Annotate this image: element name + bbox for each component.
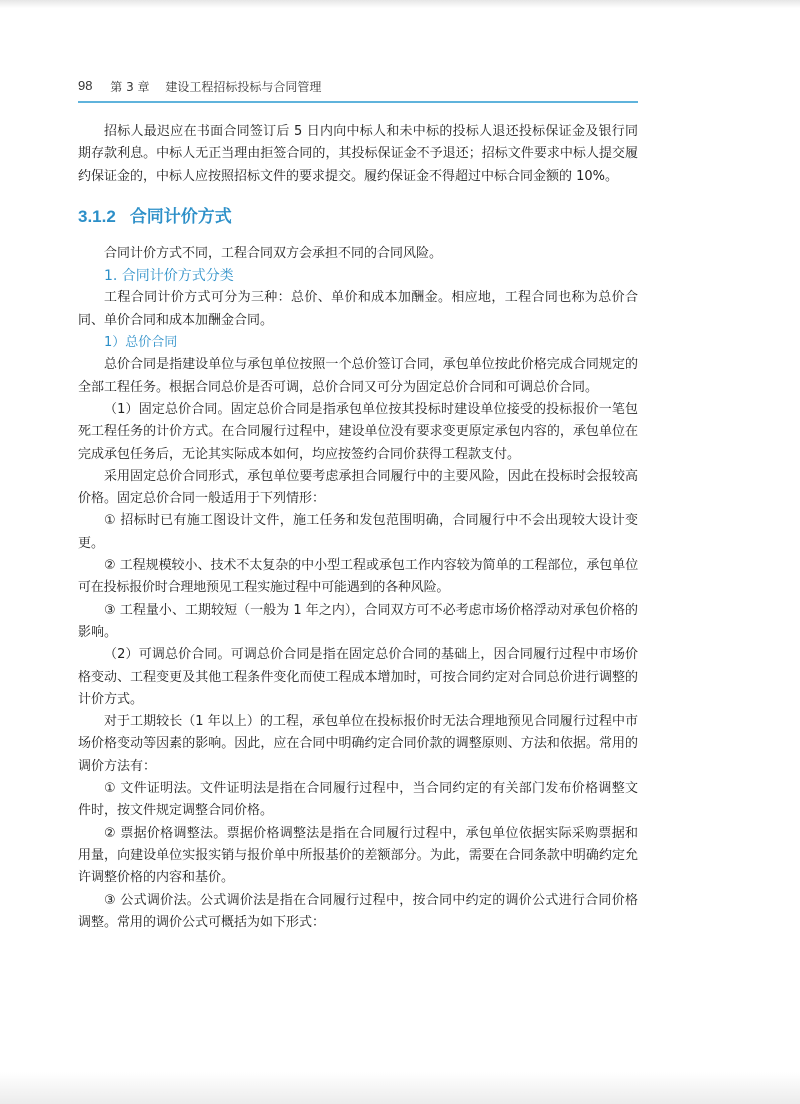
paragraph-lump-sum-definition: 总价合同是指建设单位与承包单位按照一个总价签订合同，承包单位按此价格完成合同规定的全部工程任务。根据合同总价是否可调，总价合同又可分为固定总价合同和可调总价合同。 [78, 357, 638, 395]
list-item-method-3: ③ 公式调价法。公式调价法是指在合同履行过程中，按合同中约定的调价公式进行合同价格调整。常用的调价公式可概括为如下形式： [78, 892, 638, 930]
list-item-condition-1: ① 招标时已有施工图设计文件，施工任务和发包范围明确，合同履行中不会出现较大设计变更。 [78, 513, 638, 551]
paragraph-fixed-lump-sum: （1）固定总价合同。固定总价合同是指承包单位按其投标时建设单位接受的投标报价一笔包死工程任务的计价方式。在合同履行过程中，建设单位没有要求变更原定承包内容的，承包单位在完成承包任务后，无论其实际成本如何，均应按签约合同价获得工程款支付。 [78, 401, 638, 462]
page-body [78, 121, 638, 934]
chapter-title: 建设工程招标投标与合同管理 [165, 80, 322, 94]
paragraph-deposit-refund: 招标人最迟应在书面合同签订后 5 日内向中标人和未中标的投标人退还投标保证金及银行同期存款利息。中标人无正当理由拒签合同的，其投标保证金不予退还；招标文件要求中标人提交履约保证金的，中标人应按照招标文件的要求提交。履约保证金不得超过中标合同金额的 10%。 [78, 124, 638, 184]
list-item-condition-2: ② 工程规模较小、技术不太复杂的中小型工程或承包工作内容较为简单的工程部位，承包单位可在投标报价时合理地预见工程实施过程中可能遇到的各种风险。 [78, 558, 638, 596]
subsection-heading-lump-sum: 1）总价合同 [104, 335, 178, 351]
scan-edge-bottom [0, 1072, 800, 1104]
paragraph-adjustable-lump-sum: （2）可调总价合同。可调总价合同是指在固定总价合同的基础上，因合同履行过程中市场价格变动、工程变更及其他工程条件变化而使工程成本增加时，可按合同约定对合同总价进行调整的计价方式。 [78, 647, 638, 707]
scan-edge-top [0, 0, 800, 8]
list-item-method-2: ② 票据价格调整法。票据价格调整法是指在合同履行过程中，承包单位依据实际采购票据和用量，向建设单位实报实销与报价单中所报基价的差额部分。为此，需要在合同条款中明确约定允许调整价格的内容和基价。 [78, 825, 638, 886]
header-rule [78, 101, 638, 103]
chapter-number: 第 3 章 [110, 80, 150, 94]
section-lead-paragraph: 合同计价方式不同，工程合同双方会承担不同的合同风险。 [104, 245, 443, 261]
subsection-heading-classification: 1. 合同计价方式分类 [104, 268, 234, 285]
paragraph-long-duration: 对于工期较长（1 年以上）的工程，承包单位在投标报价时无法合理地预见合同履行过程中市场价格变动等因素的影响。因此，应在合同中明确约定合同价款的调整原则、方法和依据。常用的调价方法有： [78, 714, 638, 774]
paragraph-pricing-types: 工程合同计价方式可分为三种：总价、单价和成本加酬金。相应地，工程合同也称为总价合同、单价合同和成本加酬金合同。 [78, 290, 638, 328]
list-item-condition-3: ③ 工程量小、工期较短（一般为 1 年之内），合同双方可不必考虑市场价格浮动对承包价格的影响。 [78, 602, 638, 640]
section-title: 合同计价方式 [129, 206, 232, 227]
list-item-method-1: ① 文件证明法。文件证明法是指在合同履行过程中，当合同约定的有关部门发布价格调整文件时，按文件规定调整合同价格。 [78, 781, 638, 819]
section-heading [78, 205, 638, 229]
running-header [78, 78, 638, 102]
paragraph-fixed-risk: 采用固定总价合同形式，承包单位要考虑承担合同履行中的主要风险，因此在投标时会报较高价格。固定总价合同一般适用于下列情形： [78, 468, 638, 507]
page-number: 98 [78, 78, 93, 93]
section-number: 3.1.2 [78, 206, 116, 226]
